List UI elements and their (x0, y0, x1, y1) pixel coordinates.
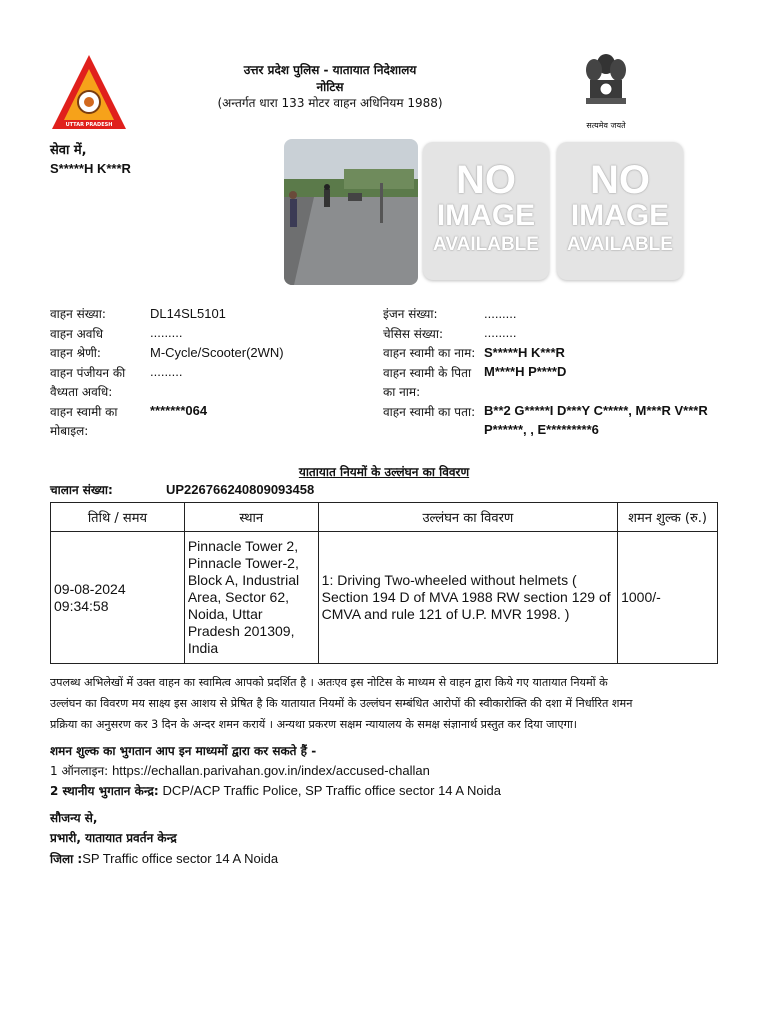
column-header-date-time: तिथि / समय (51, 503, 185, 532)
notice-subtitle: नोटिस (316, 80, 344, 94)
owner-address-value: B**2 G*****I D***Y C*****, M***R V***R (484, 403, 708, 418)
emblem-motto: सत्यमेव जयते (586, 121, 626, 130)
no-image-placeholder (557, 142, 683, 280)
footer-courtesy: सौजन्य से, (50, 811, 98, 825)
chassis-number-label: चेसिस संख्या: (383, 327, 444, 341)
registration-validity-label-2: वैध्यता अवधि: (50, 385, 113, 399)
no-image-placeholder (423, 142, 549, 280)
violation-table (50, 502, 718, 664)
payment-heading: शमन शुल्क का भुगतान आप इन माध्यमों द्वारा कर सकते हैं - (50, 744, 317, 758)
owner-address-label: वाहन स्वामी का पता: (383, 405, 476, 419)
owner-name-value: S*****H K***R (484, 345, 565, 360)
payment-local-value: DCP/ACP Traffic Police, SP Traffic office sector 14 A Noida (162, 783, 501, 798)
table-row (51, 532, 718, 664)
vehicle-number-value: DL14SL5101 (150, 306, 226, 321)
table-header-row (51, 503, 718, 532)
violation-date: 09-08-2024 (54, 580, 126, 597)
evidence-photo (284, 139, 418, 285)
violation-fine: 1000/- (618, 532, 718, 664)
owner-father-value: M****H P****D (484, 364, 567, 379)
notice-line: उल्लंघन का विवरण मय साक्ष्य इस आशय से प्रेषित है कि यातायात नियमों के उल्लंघन सम्बंधित आरोपों की स्वीकारोक्ति की दशा में निर्धारित शमन (50, 697, 633, 710)
payment-local-label: 2 स्थानीय भुगतान केन्द्र: (50, 784, 159, 798)
vehicle-period-label: वाहन अवधि (50, 327, 103, 341)
owner-mobile-label: वाहन स्वामी का (50, 405, 118, 419)
owner-father-label: वाहन स्वामी के पिता (383, 366, 472, 380)
owner-mobile-label-2: मोबाइल: (50, 424, 89, 438)
notice-line: प्रक्रिया का अनुसरण कर 3 दिन के अन्दर शमन करायें । अन्यथा प्रकरण सक्षम न्यायालय के समक्ष संज्ञानार्थ प्रस्तुत कर दिया जाएगा। (50, 718, 578, 731)
column-header-fine: शमन शुल्क (रु.) (618, 503, 718, 532)
notice-title: उत्तर प्रदेश पुलिस - यातायात निदेशालय (243, 63, 417, 77)
payment-online (50, 762, 430, 780)
no-image-text-no: NO (456, 158, 516, 202)
no-image-text-available: AVAILABLE (433, 234, 539, 255)
footer-district (50, 850, 278, 868)
no-image-text-no: NO (590, 158, 650, 202)
owner-name-label: वाहन स्वामी का नाम: (383, 346, 476, 360)
column-header-description: उल्लंघन का विवरण (318, 503, 617, 532)
recipient-salutation: सेवा में, (50, 143, 87, 158)
challan-number-value: UP226766240809093458 (166, 482, 315, 497)
column-header-location: स्थान (184, 503, 318, 532)
notice-paragraph (50, 672, 720, 735)
no-image-text-available: AVAILABLE (567, 234, 673, 255)
owner-mobile-value: *******064 (150, 403, 208, 418)
chassis-number-value: ......... (484, 325, 517, 340)
traffic-directorate-logo (50, 52, 128, 132)
violation-time: 09:34:58 (54, 597, 109, 614)
violation-heading: यातायात नियमों के उल्लंघन का विवरण (298, 465, 470, 479)
vehicle-period-value: ......... (150, 325, 183, 340)
vehicle-number-label: वाहन संख्या: (50, 307, 106, 321)
footer-district-label: जिला : (50, 852, 83, 866)
owner-father-label-2: का नाम: (383, 385, 421, 399)
payment-online-link[interactable]: https://echallan.parivahan.gov.in/index/accused-challan (112, 763, 430, 778)
violation-description: 1: Driving Two-wheeled without helmets ( Section 194 D of MVA 1988 RW section 129 of CMVA and rule 121 of U.P. MVR 1998. ) (318, 532, 617, 664)
challan-number-label: चालान संख्या: (50, 483, 113, 497)
no-image-text-image: IMAGE (436, 199, 536, 232)
vehicle-class-value: M-Cycle/Scooter(2WN) (150, 345, 284, 360)
notice-line: उपलब्ध अभिलेखों में उक्त वाहन का स्वामित्व आपको प्रदर्शित है । अतःएव इस नोटिस के माध्यम से वाहन द्वारा किये गए यातायात नियमों के (50, 676, 608, 689)
engine-number-value: ......... (484, 306, 517, 321)
vehicle-class-label: वाहन श्रेणी: (50, 346, 101, 360)
recipient-name: S*****H K***R (50, 161, 131, 176)
engine-number-label: इंजन संख्या: (383, 307, 438, 321)
payment-online-label: 1 ऑनलाइन: (50, 764, 109, 778)
footer-officer: प्रभारी, यातायात प्रवर्तन केन्द्र (50, 831, 177, 845)
no-image-text-image: IMAGE (570, 199, 670, 232)
notice-act-reference: (अन्तर्गत धारा 133 मोटर वाहन अधिनियम 1988) (217, 96, 443, 110)
violation-date-time-cell (51, 532, 185, 664)
logo-text-bottom: UTTAR PRADESH (65, 122, 113, 128)
owner-address-value-2: P******, , E*********6 (484, 422, 599, 437)
payment-local (50, 782, 501, 800)
footer-district-value: SP Traffic office sector 14 A Noida (82, 851, 279, 866)
registration-validity-value: ......... (150, 364, 183, 379)
registration-validity-label: वाहन पंजीयन की (50, 366, 126, 380)
violation-location: Pinnacle Tower 2, Pinnacle Tower-2, Block A, Industrial Area, Sector 62, Noida, Uttar Pradesh 201309, India (184, 532, 318, 664)
national-emblem (578, 50, 634, 120)
